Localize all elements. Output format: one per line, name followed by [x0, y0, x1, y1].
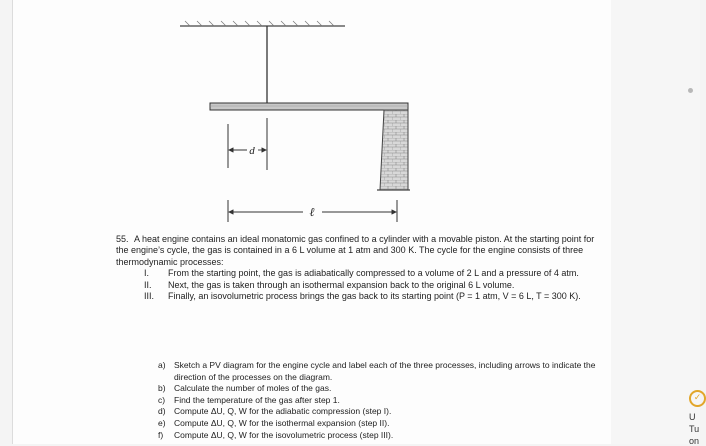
part-text: Compute ΔU, Q, W for the isothermal expansion (step II).: [174, 417, 390, 428]
part-text: Sketch a PV diagram for the engine cycle and label each of the three processes, including arrows to indicate the direction of the processes on the diagram.: [174, 360, 596, 382]
side-text-3: on: [689, 436, 700, 446]
question-part: [158, 418, 598, 430]
problem-55: [116, 234, 596, 302]
part-text: Calculate the number of moles of the gas.: [174, 383, 332, 394]
part-marker: e): [158, 417, 166, 428]
part-text: Find the temperature of the gas after step 1.: [174, 394, 340, 405]
question-part: [158, 360, 598, 383]
beam: [210, 103, 408, 110]
part-marker: d): [158, 406, 166, 417]
part-text: Compute ΔU, Q, W for the isovolumetric process (step III).: [174, 429, 394, 440]
part-marker: a): [158, 360, 166, 370]
step-text: From the starting point, the gas is adiabatically compressed to a volume of 2 L and a pressure of 4 atm.: [168, 268, 579, 279]
process-steps: [116, 268, 596, 302]
label-l: ℓ: [309, 205, 315, 219]
label-d: d: [249, 145, 255, 157]
question-part: [158, 406, 598, 418]
question-part: [158, 430, 598, 442]
step-text: Next, the gas is taken through an isothermal expansion back to the original 6 L volume.: [168, 279, 515, 290]
ceiling-hatch: [185, 21, 334, 26]
process-step: [116, 280, 596, 291]
problem-number: 55.: [116, 234, 129, 244]
check-circle-icon[interactable]: ✓: [689, 390, 706, 407]
question-part: [158, 383, 598, 395]
brick-pillar: [380, 110, 408, 190]
question-parts: [158, 360, 598, 441]
problem-intro: A heat engine contains an ideal monatomic gas confined to a cylinder with a movable piston. At the starting point for the engine’s cycle, the gas is contained in a 6 L volume at 1 atm and 300 K. The cycle for the engine consists of three thermodynamic processes:: [116, 234, 595, 267]
step-marker: II.: [144, 279, 152, 290]
part-marker: f): [158, 429, 164, 440]
question-part: [158, 395, 598, 407]
side-text-2: Tu: [689, 424, 700, 434]
step-marker: I.: [144, 268, 150, 279]
side-text-1: U: [689, 412, 696, 422]
part-marker: c): [158, 394, 166, 405]
step-text: Finally, an isovolumetric process brings the gas back to its starting point (P = 1 atm, V = 6 L, T = 300 K).: [168, 291, 581, 302]
process-step: [116, 291, 596, 302]
step-marker: III.: [144, 291, 155, 302]
part-marker: b): [158, 383, 166, 394]
process-step: [116, 268, 596, 279]
part-text: Compute ΔU, Q, W for the adiabatic compression (step I).: [174, 406, 392, 417]
